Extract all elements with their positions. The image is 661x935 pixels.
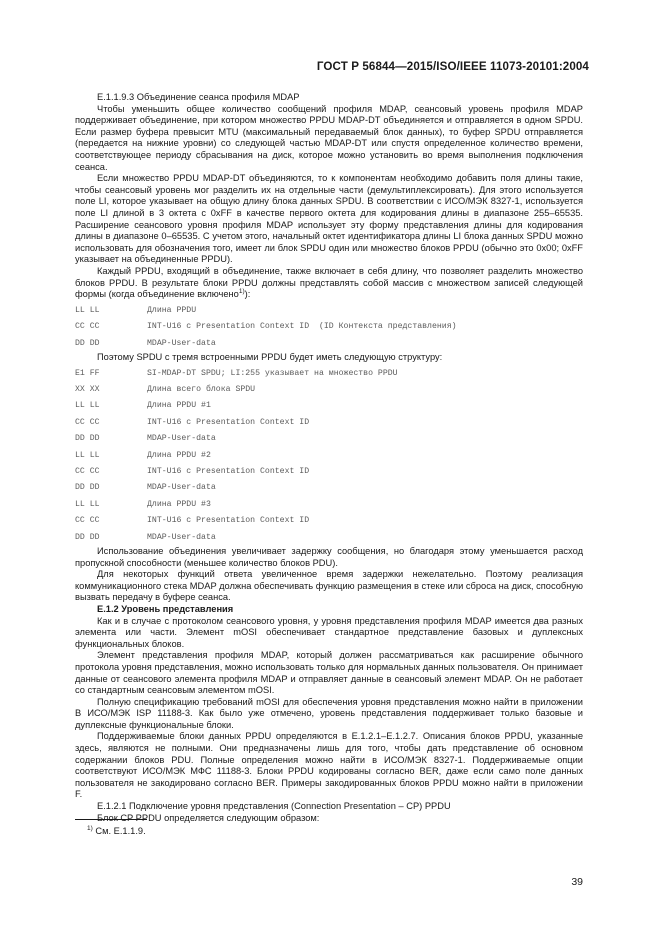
footnote-divider: [75, 819, 147, 820]
code-field-id: DD DD: [75, 338, 100, 348]
code-field-description: INT-U16 с Presentation Context ID: [147, 466, 310, 476]
code-field-description: MDAP-User-data: [147, 532, 216, 542]
paragraph: Поддерживаемые блоки данных PPDU определяются в Е.1.2.1–Е.1.2.7. Описания блоков PPDU, указанные здесь, являются не полными. Они предназначены лишь для того, чтобы дать представление об основном содержании блоков PDU. Полные определения можно найти в ИСО/МЭК 8327-1. Поддерживаемые опции соответствуют ИСО/МЭК МФС 11188-3. Блоки PPDU кодированы согласно BER, даже если само поле данных пользователя не закодировано согласно BER. Примеры закодированных блоков PPDU можно найти в приложении F.: [75, 731, 583, 800]
paragraph: Для некоторых функций ответа увеличенное время задержки нежелательно. Поэтому реализация коммуникационного стека MDAP должна обеспечивать функцию размещения в стеке или сброса на диск, способную вызвать передачу в буфере сеанса.: [75, 569, 583, 603]
footnote-text: См. Е.1.1.9.: [95, 826, 146, 836]
paragraph-tail: ):: [244, 289, 251, 300]
paragraph: Поэтому SPDU с тремя встроенными PPDU будет иметь следующую структуру:: [97, 351, 443, 362]
code-field-id: DD DD: [75, 434, 100, 444]
paragraph: Использование объединения увеличивает задержку сообщения, но благодаря этому уменьшается расход пропускной способности (меньшее количество блоков PDU).: [75, 545, 583, 568]
code-block-spdu-structure: [75, 366, 583, 546]
code-field-id: CC CC: [75, 322, 100, 332]
paragraph-text: Каждый PPDU, входящий в объединение, также включает в себя длину, что позволяет разделить множество блоков PPDU. В результате блоки PPDU должны представлять собой массив с множеством записей следующей формы (когда объединение включено: [75, 265, 583, 300]
code-line: [75, 431, 583, 447]
code-line: [75, 480, 583, 496]
code-field-id: CC CC: [75, 466, 100, 476]
code-line: [75, 513, 583, 529]
section-heading: Е.1.2.1 Подключение уровня представления (Connection Presentation – CP) PPDU: [97, 801, 451, 812]
footnote-reference: 1): [238, 288, 245, 295]
paragraph: Элемент представления профиля MDAP, который должен рассматриваться как расширение обычного протокола уровня представления, можно использовать только для нормальных данных пользователя. Он принимает данные от сеансового элемента профиля MDAP и отправляет данные в сеансовый элемент MDAP. Он не работает со стандартным сеансовым элементом mOSI.: [75, 650, 583, 696]
code-field-id: E1 FF: [75, 368, 100, 378]
code-line: [75, 366, 583, 382]
paragraph: Чтобы уменьшить общее количество сообщений профиля MDAP, сеансовый уровень профиля MDAP поддерживает объединение, при котором множество PPDU MDAP-DT объединяется и отправляется в одном SPDU. Если размер буфера превысит MTU (максимальный передаваемый блок данных), то буфер SPDU отправляется (передается на нижние уровни) со следующей частью MDAP-DT или спустя определенное количество времени, соответствующее периоду сбрасывания на диск, которое можно установить во время выполнения подключения сеанса.: [75, 103, 583, 172]
code-block-ppdu-record: [75, 303, 583, 352]
code-field-description: Длина PPDU: [147, 305, 197, 315]
code-field-id: LL LL: [75, 305, 100, 315]
code-field-description: INT-U16 с Presentation Context ID: [147, 516, 310, 526]
code-line: [75, 336, 583, 352]
code-field-description: Длина всего блока SPDU: [147, 384, 256, 394]
code-field-description: MDAP-User-data: [147, 483, 216, 493]
code-field-description: INT-U16 с Presentation Context ID (ID Контекста представления): [147, 322, 457, 332]
footnote: [87, 826, 146, 836]
code-field-description: MDAP-User-data: [147, 434, 216, 444]
page-content: [75, 92, 583, 824]
code-field-description: Длина PPDU #2: [147, 450, 211, 460]
code-field-id: XX XX: [75, 384, 100, 394]
document-header: ГОСТ Р 56844—2015/ISO/IEEE 11073-20101:2004: [316, 60, 589, 73]
code-field-id: LL LL: [75, 401, 100, 411]
paragraph: Если множество PPDU MDAP-DT объединяются, то к компонентам необходимо добавить поля длины такие, чтобы сеансовый уровень мог разделить их на отдельные части (демультиплексировать). Для этого используется поле LI, которое указывает на общую длину блока данных SPDU. В соответствии с ИСО/МЭК 8327-1, используется поле LI длиной в 3 октета с 0xFF в качестве первого октета для кодирования длины в диапазоне 255–65535. Расширение сеансового уровня профиля MDAP использует эту форму представления длины для кодирования длины в диапазоне 0–65535. С учетом этого, начальный октет идентификатора длины LI блока данных SPDU можно использовать для обозначения того, имеет ли блок SPDU один или множество блоков PPDU (обычно это 0x00; 0xFF указывает на объединенные PPDU).: [75, 173, 583, 265]
code-field-description: SI-MDAP-DT SPDU; LI:255 указывает на множество PPDU: [147, 368, 398, 378]
section-heading-e1193: Е.1.1.9.3 Объединение сеанса профиля MDAP: [97, 92, 300, 102]
code-field-description: Длина PPDU #3: [147, 499, 211, 509]
paragraph: Как и в случае с протоколом сеансового уровня, у уровня представления профиля MDAP имеется два разных элемента или части. Элемент mOSI обеспечивает стандартное представление базовых и дуплексных функциональных блоков.: [75, 615, 583, 649]
paragraph: Блок CP PPDU определяется следующим образом:: [97, 812, 320, 823]
code-field-description: Длина PPDU #1: [147, 401, 211, 411]
section-heading: Е.1.2 Уровень представления: [97, 603, 234, 614]
code-field-id: DD DD: [75, 532, 100, 542]
code-field-id: LL LL: [75, 450, 100, 460]
code-line: [75, 398, 583, 414]
code-line: [75, 464, 583, 480]
code-field-id: CC CC: [75, 516, 100, 526]
code-field-description: MDAP-User-data: [147, 338, 216, 348]
code-line: [75, 530, 583, 546]
code-line: [75, 497, 583, 513]
code-line: [75, 319, 583, 335]
code-field-id: DD DD: [75, 483, 100, 493]
footnote-mark: 1): [87, 824, 93, 832]
code-line: [75, 415, 583, 431]
code-field-id: CC CC: [75, 417, 100, 427]
code-field-description: INT-U16 с Presentation Context ID: [147, 417, 310, 427]
code-line: [75, 303, 583, 319]
code-line: [75, 448, 583, 464]
page-number: 39: [571, 876, 583, 888]
paragraph: Полную спецификацию требований mOSI для обеспечения уровня представления можно найти в приложении В ИСО/МЭК ISP 11188-3. Как было уже отмечено, уровень представления поддерживает только базовые и дуплексные функциональные блоки.: [75, 696, 583, 730]
paragraph-with-footnote: [75, 266, 583, 301]
code-line: [75, 382, 583, 398]
code-field-id: LL LL: [75, 499, 100, 509]
